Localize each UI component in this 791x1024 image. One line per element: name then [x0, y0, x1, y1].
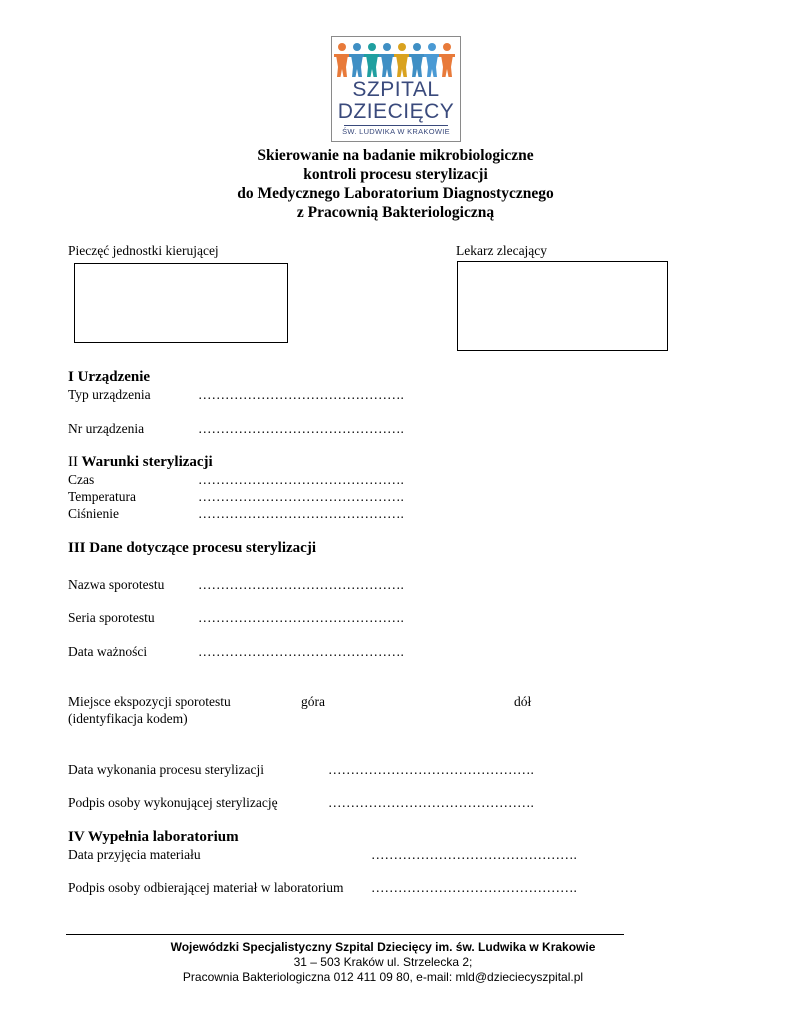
expiry-date-label: Data ważności [68, 644, 148, 659]
section-3-heading: III Dane dotyczące procesu sterylizacji [68, 540, 316, 556]
process-date-label: Data wykonania procesu sterylizacji [68, 762, 265, 777]
exposure-location-label: Miejsce ekspozycji sporotestu [68, 694, 231, 709]
expiry-date-field[interactable]: ………………………………………. [198, 644, 404, 659]
pressure-label: Ciśnienie [68, 506, 119, 521]
pressure-field[interactable]: ………………………………………. [198, 506, 404, 521]
bottom-position-label[interactable]: dół [514, 694, 532, 709]
receipt-date-field[interactable]: ………………………………………. [371, 847, 577, 862]
logo-divider [344, 125, 448, 126]
device-type-field[interactable]: ………………………………………. [198, 387, 404, 402]
time-field[interactable]: ………………………………………. [198, 472, 404, 487]
receiver-signature-field[interactable]: ………………………………………. [371, 880, 577, 895]
device-type-label: Typ urządzenia [68, 387, 151, 402]
title-line-4: z Pracownią Bakteriologiczną [296, 204, 495, 221]
child-figure-icon [379, 43, 395, 77]
section-2-prefix: II [68, 454, 78, 470]
logo-line-3: ŚW. LUDWIKA W KRAKOWIE [342, 127, 450, 136]
child-figure-icon [364, 43, 380, 77]
children-figures-icon [332, 41, 460, 81]
title-line-2: kontroli procesu sterylizacji [303, 166, 488, 183]
spore-test-name-field[interactable]: ………………………………………. [198, 577, 404, 592]
child-figure-icon [394, 43, 410, 77]
temperature-field[interactable]: ………………………………………. [198, 489, 404, 504]
time-label: Czas [68, 472, 95, 487]
spore-test-name-label: Nazwa sporotestu [68, 577, 165, 592]
temperature-label: Temperatura [68, 489, 137, 504]
title-line-1: Skierowanie na badanie mikrobiologiczne [257, 147, 534, 164]
operator-signature-field[interactable]: ………………………………………. [328, 795, 534, 810]
doctor-box[interactable] [457, 261, 668, 351]
top-position-label[interactable]: góra [301, 694, 325, 709]
hospital-logo [331, 36, 461, 142]
child-figure-icon [409, 43, 425, 77]
operator-signature-label: Podpis osoby wykonującej sterylizację [68, 795, 278, 810]
stamp-box[interactable] [74, 263, 288, 343]
spore-test-series-label: Seria sporotestu [68, 610, 155, 625]
logo-line-2: DZIECIĘCY [337, 100, 455, 123]
spore-test-series-field[interactable]: ………………………………………. [198, 610, 404, 625]
child-figure-icon [334, 43, 350, 77]
exposure-location-sublabel: (identyfikacja kodem) [68, 711, 188, 726]
receiver-signature-label: Podpis osoby odbierającej materiał w laboratorium [68, 880, 344, 895]
receipt-date-label: Data przyjęcia materiału [68, 847, 201, 862]
section-4-heading: IV Wypełnia laboratorium [68, 829, 239, 845]
process-date-field[interactable]: ………………………………………. [328, 762, 534, 777]
doctor-label: Lekarz zlecający [456, 243, 548, 258]
section-1-heading: I Urządzenie [68, 369, 151, 385]
device-number-field[interactable]: ………………………………………. [198, 421, 404, 436]
child-figure-icon [439, 43, 455, 77]
section-2-title: Warunki sterylizacji [81, 454, 213, 470]
footer-contact: Pracownia Bakteriologiczna 012 411 09 80, e-mail: mld@dzieciecyszpital.pl [182, 970, 584, 984]
stamp-label: Pieczęć jednostki kierującej [68, 243, 219, 258]
title-line-3: do Medycznego Laboratorium Diagnostycznego [237, 185, 554, 202]
child-figure-icon [349, 43, 365, 77]
section-2-heading [68, 453, 213, 471]
footer-divider [66, 934, 624, 935]
device-number-label: Nr urządzenia [68, 421, 145, 436]
logo-line-1: SZPITAL [352, 78, 440, 101]
document-title [0, 146, 791, 222]
child-figure-icon [424, 43, 440, 77]
footer-address: 31 – 503 Kraków ul. Strzelecka 2; [293, 955, 473, 969]
footer-hospital-name: Wojewódzki Specjalistyczny Szpital Dziecięcy im. św. Ludwika w Krakowie [170, 940, 596, 954]
